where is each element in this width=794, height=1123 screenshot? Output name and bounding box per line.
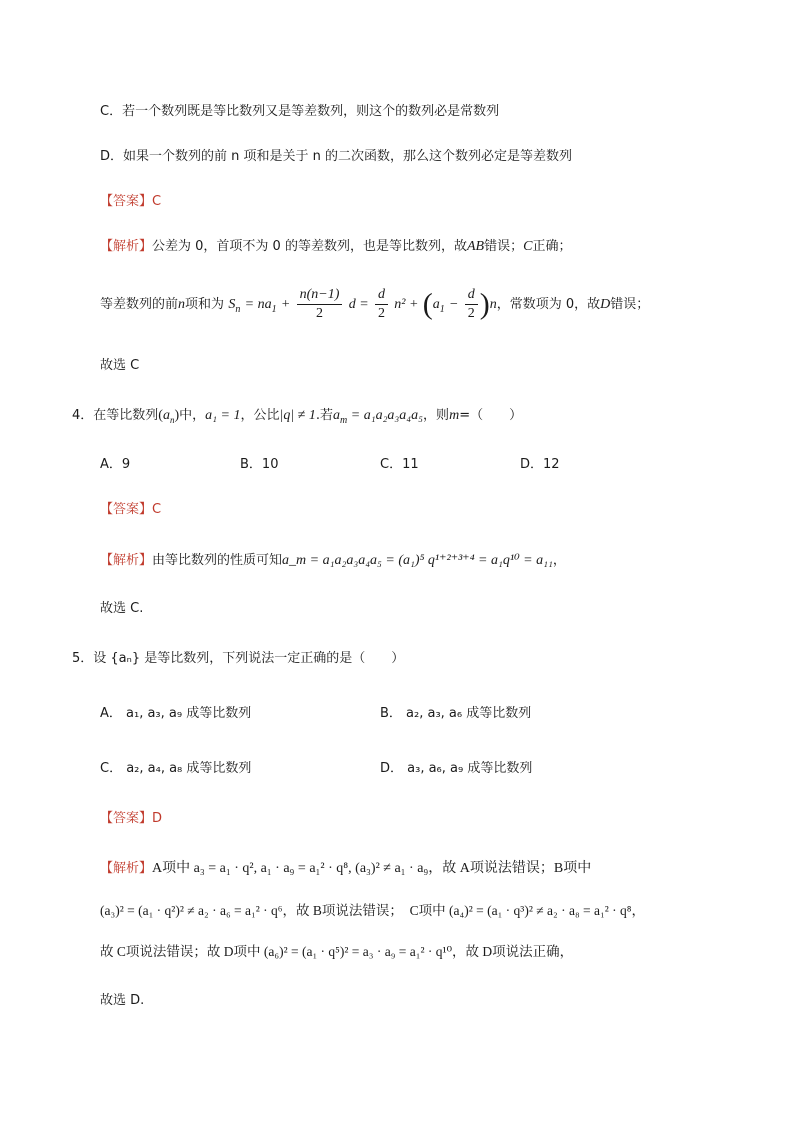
analysis-text: 公差为 0，首项不为 0 的等差数列，也是等比数列，故 [152,239,467,254]
q3-answer [100,191,161,212]
n-squared: n² + [394,297,419,312]
option-c-prev: C．若一个数列既是等比数列又是等差数列，则这个的数列必是常数列 [100,104,500,119]
answer-tag: 【答案】 [100,194,153,209]
q4-option-d[interactable]: D．12 [520,457,560,472]
tail-n: n [489,297,497,312]
q4-seq: $(a_n)$ [158,408,180,425]
q4-a1: a₁ = 1 [205,408,241,423]
right-paren: ) [479,287,490,321]
s-symbol: S [228,297,236,312]
q4-ratio: ，公比 [240,408,280,423]
q4-prefix: 4．在等比数列 [72,408,159,423]
q5-option-b[interactable]: B． a₂, a₃, a₆ 成等比数列 [380,706,532,721]
analysis-text: 由等比数列的性质可知 [152,553,283,568]
q3-analysis-line1 [100,236,571,257]
analysis-tag: 【解析】 [100,861,153,876]
answer-value: C [152,194,162,209]
q4-stem [72,405,522,431]
fraction-n-n-1 [297,286,343,323]
sum-suffix: ，常数项为 0，故 [496,297,601,312]
frac-den: 2 [467,306,475,321]
left-paren: ( [422,287,433,321]
answer-tag: 【答案】 [100,811,153,826]
sum-s: $S_n$ [228,297,241,315]
q4-option-c[interactable]: C．11 [380,457,419,472]
answer-tag: 【答案】 [100,502,153,517]
q4-if: .若 [315,408,334,423]
answer-value: D [152,811,163,826]
q5-answer [100,808,162,829]
q5-conclusion: 故选 D. [100,993,145,1008]
analysis-end: ， [552,553,566,568]
sum-suffix-b: 错误； [610,297,650,312]
fraction-d-2 [375,286,388,323]
frac-num: d [375,286,388,305]
q4-analysis [100,550,566,571]
na1: = na [244,297,272,312]
analysis-line1: A项中 a₃ = a₁ · q², a₁ · a₉ = a₁² · q⁸, (a₃)² ≠ a₁ · a₉，故 A项说法错误；B项中 [152,861,592,876]
answer-value: C [152,502,162,517]
option-d-prev: D．如果一个数列的前 n 项和是关于 n 的二次函数，那么这个数列必定是等差数列 [100,149,573,164]
frac-num: n(n−1) [297,286,343,305]
math-c: C [523,239,533,254]
q4-answer [100,499,161,520]
am-eq: = a₁a₂a₃a₄a₅ [350,408,424,423]
q4-mid: 中， [179,408,206,423]
q5-option-d[interactable]: D． a₃, a₆, a₉ 成等比数列 [380,761,533,776]
sum-na: = $na_1$ [244,297,277,315]
analysis-tag: 【解析】 [100,553,153,568]
analysis-text-b: 错误； [484,239,524,254]
q5-option-a[interactable]: A． a₁, a₃, a₉ 成等比数列 [100,706,252,721]
q3-conclusion: 故选 C [100,358,140,373]
math-d: D [600,297,611,312]
q4-am: $a_m = a_1a_2a_3a_4a_5$ [333,408,424,426]
paren-a-text: a [432,297,440,312]
plus-sign: + [280,297,291,312]
fraction-d-2-b [465,286,478,323]
analysis-formula: a_m = a₁a₂a₃a₄a₅ = (a₁)⁵ q¹⁺²⁺³⁺⁴ = a₁q¹⁰ = a₁₁ [282,553,553,568]
q4-q: |q| ≠ 1 [279,408,316,423]
q3-sum-formula [100,284,649,330]
q5-stem: 5．设 {aₙ} 是等比数列，下列说法一定正确的是（ ） [72,651,405,666]
d-equals: d = [348,297,369,312]
paren-a: $a_1$ [432,297,445,315]
q4-blank: =（ ） [459,408,523,423]
q4-conclusion: 故选 C. [100,601,144,616]
q4-m: m [449,408,460,423]
sum-prefix: 等差数列的前 [100,297,179,312]
q5-analysis-line3: 故 C项说法错误；故 D项中 (a₆)² = (a₁ · q⁵)² = a₃ · a₉ = a₁² · q¹⁰，故 D项说法正确， [100,944,574,959]
math-ab: AB [466,239,485,254]
analysis-text-c: 正确； [532,239,572,254]
q4-option-a[interactable]: A．9 [100,457,131,472]
frac-den: 2 [316,306,324,321]
sum-n: n [178,297,186,312]
minus-sign: − [449,297,459,312]
q5-analysis-line1 [100,858,591,879]
am-a: a [333,408,341,423]
sum-mid: 项和为 [185,297,225,312]
analysis-tag: 【解析】 [100,239,153,254]
q5-option-c[interactable]: C． a₂, a₄, a₈ 成等比数列 [100,761,252,776]
frac-den: 2 [377,306,385,321]
q4-option-b[interactable]: B．10 [240,457,279,472]
q5-analysis-line2: (a₃)² = (a₁ · q²)² ≠ a₂ · a₆ = a₁² · q⁶，故 B项说法错误； C项中 (a₄)² = (a₁ · q³)² ≠ a₂ · a₈ = a₁² · q⁸， [100,903,645,918]
q4-then: ，则 [423,408,450,423]
frac-num: d [465,286,478,305]
